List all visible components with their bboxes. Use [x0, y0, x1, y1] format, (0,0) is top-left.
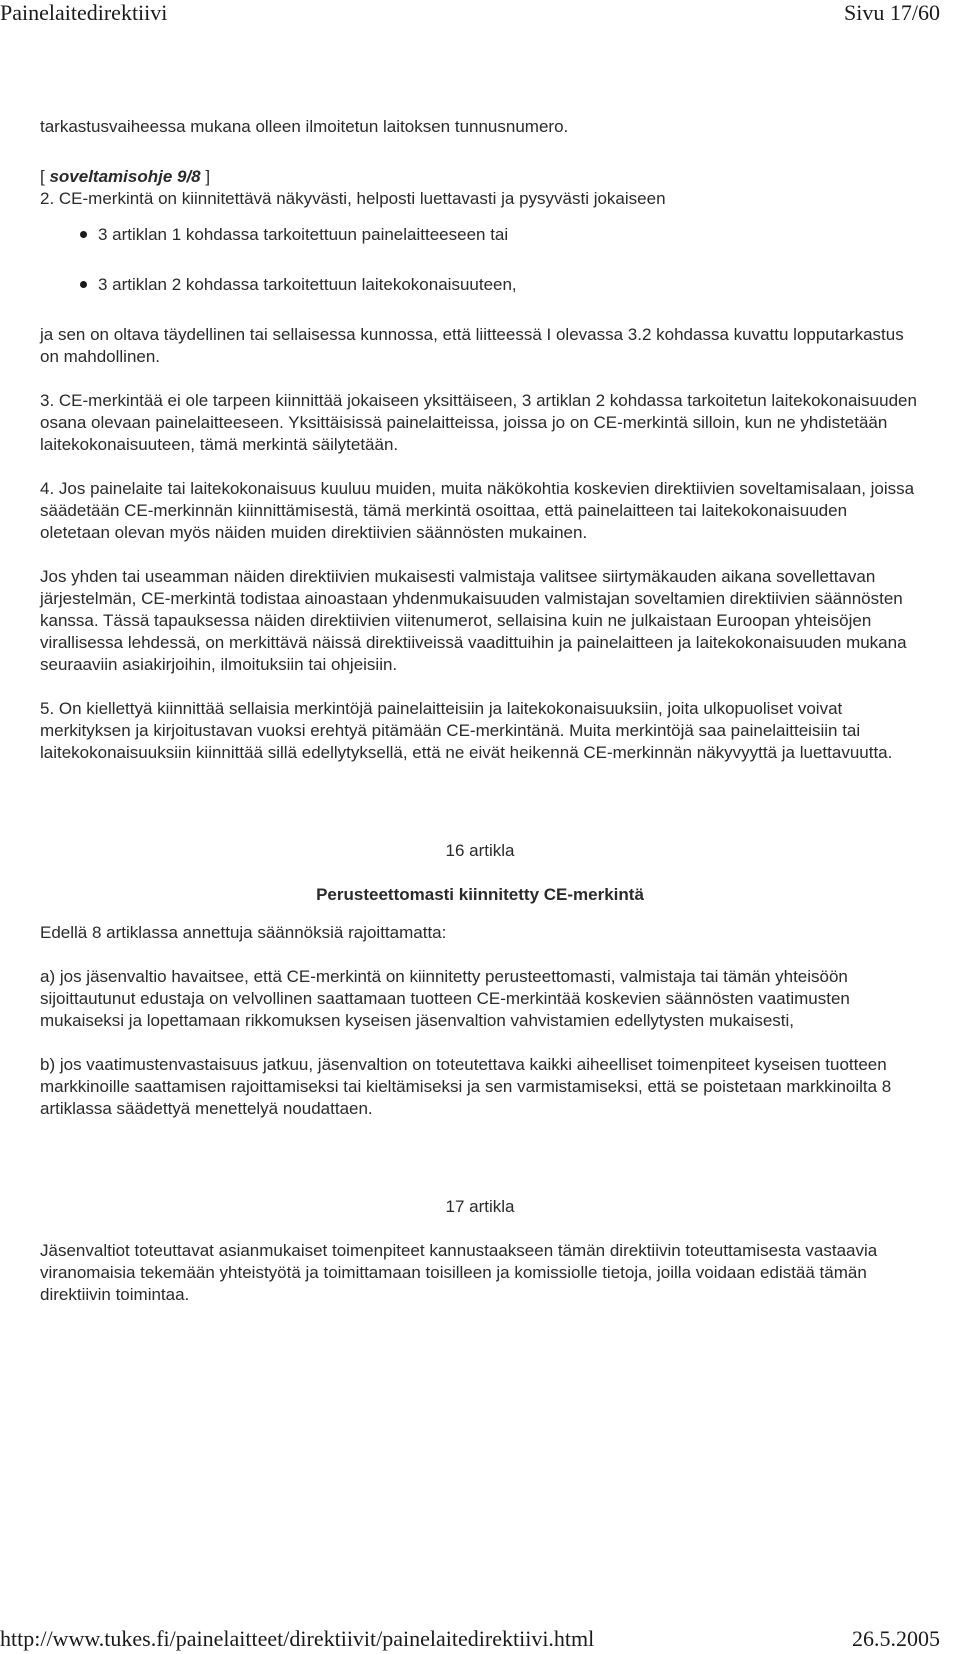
- source-url[interactable]: http://www.tukes.fi/painelaitteet/direktiivit/painelaitedirektiivi.html: [0, 1626, 595, 1651]
- list-item-text: 3 artiklan 1 kohdassa tarkoitettuun painelaitteeseen tai: [98, 225, 509, 244]
- paragraph-2-continuation: ja sen on oltava täydellinen tai sellaisessa kunnossa, että liitteessä I olevassa 3.2 kohdassa kuvattu lopputarkastus on mahdollinen.: [40, 325, 904, 366]
- article-16-point-a: a) jos jäsenvaltio havaitsee, että CE-merkintä on kiinnitetty perusteettomasti, valmistaja tai tämän yhteisöön sijoittautunut edustaja on velvollinen saattamaan tuotteen CE-merkintää koskevien säännösten vaatimusten mukaiseksi ja lopettamaan rikkomuksen kyseisen jäsenvaltion vahvistamien edellytysten mukaisesti,: [40, 967, 850, 1030]
- paragraph-4b: Jos yhden tai useamman näiden direktiivien mukaisesti valmistaja valitsee siirtymäkauden aikana sovellettavan järjestelmän, CE-merkintä todistaa ainoastaan yhdenmukaisuuden valmistajan soveltamien direktiivien säännösten kanssa. Tässä tapauksessa näiden direktiivien viitenumerot, sellaisina kuin ne julkaistaan Euroopan yhteisöjen virallisessa lehdessä, on merkittävä näissä direktiiveissä vaadittuihin ja painelaitteen ja laitekokonaisuuden mukana seuraaviin asiakirjoihin, ilmoituksiin tai ohjeisiin.: [40, 567, 907, 674]
- paragraph-intro: tarkastusvaiheessa mukana olleen ilmoitetun laitoksen tunnusnumero.: [40, 117, 569, 136]
- list-item-text: 3 artiklan 2 kohdassa tarkoitettuun laitekokonaisuuteen,: [98, 275, 517, 294]
- article-16-point-b: b) jos vaatimustenvastaisuus jatkuu, jäsenvaltion on toteutettava kaikki aiheelliset toimenpiteet kyseisen tuotteen markkinoille saattamisen rajoittamiseksi tai kieltämiseksi ja sen varmistamiseksi, että se poistetaan markkinoilta 8 artiklassa säädettyä menettelyä noudattaen.: [40, 1055, 892, 1118]
- paragraph-3: 3. CE-merkintää ei ole tarpeen kiinnittää jokaiseen yksittäiseen, 3 artiklan 2 kohdassa tarkoitetun laitekokonaisuuden osana olevaan painelaitteeseen. Yksittäisissä painelaitteissa, joissa jo on CE-merkintä silloin, kun ne yhdistetään laitekokonaisuuteen, tämä merkintä säilytetään.: [40, 391, 917, 454]
- page-number: Sivu 17/60: [844, 0, 940, 25]
- article-17-text: Jäsenvaltiot toteuttavat asianmukaiset toimenpiteet kannustaakseen tämän direktiivin toteuttamisesta vastaavia viranomaisia tekemään yhteistyötä ja toimittamaan toisilleen ja komissiolle tietoja, joilla voidaan edistää tämän direktiivin toimintaa.: [40, 1241, 878, 1304]
- guideline-link[interactable]: soveltamisohje 9/8: [49, 167, 201, 186]
- page-header: [0, 0, 960, 30]
- bullet-icon: [80, 231, 87, 238]
- bullet-list: [40, 224, 920, 296]
- article-16-intro: Edellä 8 artiklassa annettuja säännöksiä rajoittamatta:: [40, 923, 447, 942]
- guideline-reference: [40, 166, 920, 188]
- page-footer: [0, 1626, 960, 1654]
- article-16-title: Perusteettomasti kiinnitetty CE-merkintä: [316, 885, 644, 904]
- article-16-heading: 16 artikla: [445, 841, 515, 860]
- print-date: 26.5.2005: [852, 1626, 940, 1651]
- article-17-heading: 17 artikla: [445, 1197, 515, 1216]
- paragraph-5: 5. On kiellettyä kiinnittää sellaisia merkintöjä painelaitteisiin ja laitekokonaisuuksiin, joita ulkopuoliset voivat merkityksen ja kirjoitustavan vuoksi erehtyä pitämään CE-merkintänä. Muita merkintöjä saa painelaitteisiin tai laitekokonaisuuksiin kiinnittää sillä edellytyksellä, että ne eivät heikennä CE-merkinnän näkyvyyttä ja luettavuutta.: [40, 699, 893, 762]
- paragraph-4: 4. Jos painelaite tai laitekokonaisuus kuuluu muiden, muita näkökohtia koskevien direktiivien soveltamisalaan, joissa säädetään CE-merkinnän kiinnittämisestä, tämä merkintä osoittaa, että painelaitteen tai laitekokonaisuuden oletetaan olevan myös näiden muiden direktiivien säännösten mukainen.: [40, 479, 915, 542]
- bullet-icon: [80, 281, 87, 288]
- bracket-close: ]: [200, 167, 211, 186]
- document-body: [40, 116, 920, 1306]
- paragraph-2: 2. CE-merkintä on kiinnitettävä näkyvästi, helposti luettavasti ja pysyvästi jokaiseen: [40, 189, 666, 208]
- document-title: Painelaitedirektiivi: [0, 0, 168, 25]
- list-item: [80, 274, 920, 296]
- list-item: [80, 224, 920, 246]
- bracket-open: [: [40, 167, 50, 186]
